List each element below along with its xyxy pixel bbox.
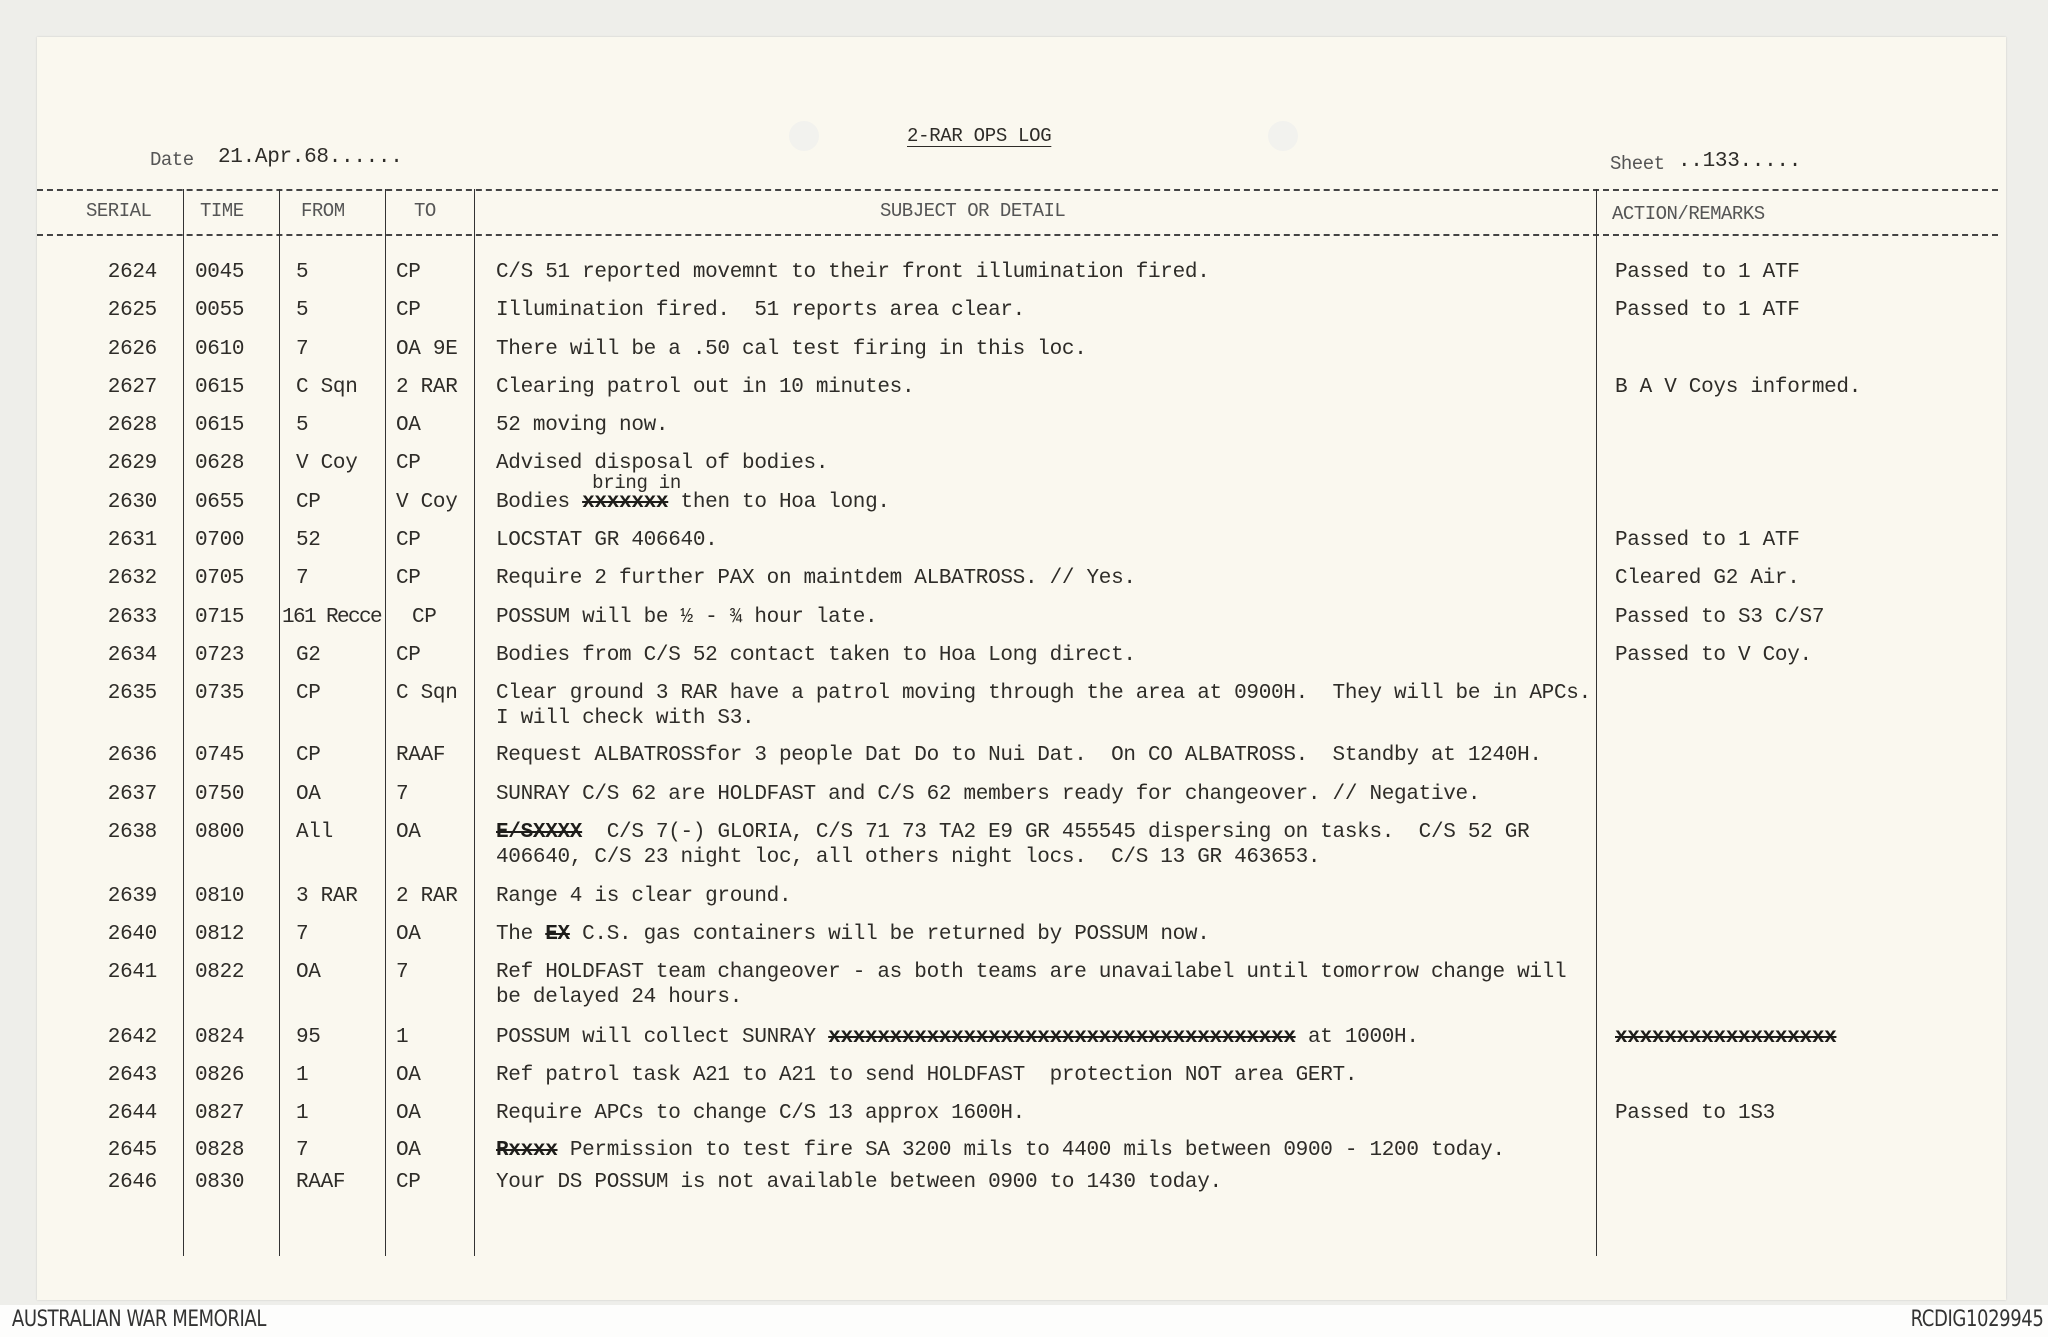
- struck-text: [545, 923, 570, 946]
- serial-cell: 2630: [107, 491, 157, 514]
- subject-cell: [496, 606, 877, 630]
- from-cell: V Coy: [296, 452, 358, 475]
- strikeout: E/SXXXX: [496, 821, 583, 844]
- subject-cell: [496, 299, 1025, 323]
- inserted-text: bring in: [592, 472, 681, 494]
- column-header-to: TO: [414, 200, 436, 222]
- remarks-cell: Passed to 1S3: [1615, 1102, 1775, 1125]
- subject-cell: [496, 1139, 1505, 1163]
- serial-cell: 2626: [107, 338, 157, 361]
- serial-cell: 2624: [107, 261, 157, 284]
- serial-cell: 2629: [107, 452, 157, 475]
- column-header-remarks: ACTION/REMARKS: [1612, 203, 1765, 225]
- punch-hole: [789, 121, 819, 151]
- footer-credit: AUSTRALIAN WAR MEMORIAL: [11, 1307, 267, 1332]
- time-cell: 0828: [195, 1139, 245, 1162]
- subject-text: Ref patrol task A21 to A21 to send HOLDFAST protection NOT area GERT.: [496, 1064, 1358, 1087]
- time-cell: 0610: [195, 338, 245, 361]
- remarks-cell: Passed to 1 ATF: [1615, 529, 1800, 552]
- subject-text: Require APCs to change C/S 13 approx 1600H.: [496, 1102, 1025, 1125]
- serial-cell: 2628: [107, 414, 157, 437]
- to-cell: C Sqn: [396, 682, 458, 705]
- serial-cell: 2643: [107, 1064, 157, 1087]
- remarks-struck: xxxxxxxxxxxxxxxxxx: [1615, 1026, 1837, 1049]
- time-cell: 0750: [195, 783, 245, 806]
- serial-cell: 2641: [107, 961, 157, 984]
- to-cell: CP: [412, 606, 437, 629]
- serial-cell: 2635: [107, 682, 157, 705]
- subject-cell: [496, 376, 914, 400]
- subject-text: C.S. gas containers will be returned by POSSUM now.: [569, 923, 1210, 946]
- column-divider: [474, 189, 475, 1256]
- from-cell: 7: [296, 923, 309, 946]
- subject-text: Bodies from C/S 52 contact taken to Hoa Long direct.: [496, 644, 1136, 667]
- column-divider: [279, 189, 280, 1256]
- column-divider: [183, 189, 184, 1256]
- to-cell: CP: [396, 1171, 421, 1194]
- time-cell: 0700: [195, 529, 245, 552]
- subject-cell: [496, 567, 1136, 591]
- serial-cell: 2631: [107, 529, 157, 552]
- remarks-cell: Passed to 1 ATF: [1615, 261, 1800, 284]
- time-cell: 0822: [195, 961, 245, 984]
- subject-cell: [496, 414, 668, 438]
- subject-continuation: 406640, C/S 23 night loc, all others night locs. C/S 13 GR 463653.: [496, 846, 1321, 869]
- subject-text: Advised disposal of bodies.: [496, 452, 829, 475]
- subject-cell: [496, 644, 1136, 668]
- strikeout: xxxxxxx: [582, 491, 669, 514]
- from-cell: 3 RAR: [296, 885, 358, 908]
- footer-id: RCDIG1029945: [1910, 1307, 2044, 1332]
- time-cell: 0812: [195, 923, 245, 946]
- serial-cell: 2637: [107, 783, 157, 806]
- to-cell: OA: [396, 821, 421, 844]
- subject-text: There will be a .50 cal test firing in this loc.: [496, 338, 1087, 361]
- to-cell: OA: [396, 1064, 421, 1087]
- to-cell: V Coy: [396, 491, 458, 514]
- subject-text: Illumination fired. 51 reports area clear.: [496, 299, 1025, 322]
- to-cell: CP: [396, 529, 421, 552]
- to-cell: CP: [396, 567, 421, 590]
- column-divider: [385, 189, 386, 1256]
- to-cell: CP: [396, 261, 421, 284]
- time-cell: 0705: [195, 567, 245, 590]
- time-cell: 0723: [195, 644, 245, 667]
- from-cell: G2: [296, 644, 321, 667]
- from-cell: 5: [296, 414, 309, 437]
- subject-cell: [496, 1102, 1025, 1126]
- to-cell: CP: [396, 452, 421, 475]
- date-value: 21.Apr.68......: [218, 146, 403, 169]
- to-cell: 2 RAR: [396, 376, 458, 399]
- subject-cell: [496, 1026, 1419, 1050]
- struck-text: [496, 1139, 558, 1162]
- serial-cell: 2633: [107, 606, 157, 629]
- subject-text: Ref HOLDFAST team changeover - as both teams are unavailabel until tomorrow change will: [496, 961, 1567, 984]
- from-cell: 1: [296, 1064, 309, 1087]
- subject-text: Permission to test fire SA 3200 mils to 4400 mils between 0900 - 1200 today.: [557, 1139, 1505, 1162]
- subject-text: then to Hoa long.: [668, 491, 890, 514]
- subject-text: POSSUM will be ½ - ¾ hour late.: [496, 606, 878, 629]
- subject-cell: [496, 961, 1566, 985]
- time-cell: 0826: [195, 1064, 245, 1087]
- from-cell: 7: [296, 567, 309, 590]
- from-cell: 5: [296, 261, 309, 284]
- serial-cell: 2625: [107, 299, 157, 322]
- column-header-time: TIME: [200, 200, 244, 222]
- from-cell: 7: [296, 1139, 309, 1162]
- time-cell: 0735: [195, 682, 245, 705]
- sheet-value: ..133.....: [1678, 150, 1802, 173]
- struck-text: [828, 1026, 1295, 1049]
- time-cell: 0655: [195, 491, 245, 514]
- to-cell: OA: [396, 1139, 421, 1162]
- to-cell: OA: [396, 414, 421, 437]
- to-cell: 1: [396, 1026, 409, 1049]
- to-cell: RAAF: [396, 744, 446, 767]
- subject-cell: [496, 472, 890, 515]
- from-cell: CP: [296, 682, 321, 705]
- remarks-cell: Cleared G2 Air.: [1615, 567, 1800, 590]
- serial-cell: 2636: [107, 744, 157, 767]
- to-cell: OA: [396, 1102, 421, 1125]
- serial-cell: 2632: [107, 567, 157, 590]
- time-cell: 0628: [195, 452, 245, 475]
- strikeout: xxxxxxxxxxxxxxxxxxxxxxxxxxxxxxxxxxxxxx: [828, 1026, 1296, 1049]
- time-cell: 0827: [195, 1102, 245, 1125]
- subject-cell: [496, 338, 1087, 362]
- serial-cell: 2638: [107, 821, 157, 844]
- from-cell: 52: [296, 529, 321, 552]
- subject-text: Bodies: [496, 491, 583, 514]
- serial-cell: 2640: [107, 923, 157, 946]
- subject-cell: [496, 783, 1480, 807]
- remarks-cell: Passed to V Coy.: [1615, 644, 1812, 667]
- sheet-label: Sheet: [1610, 153, 1665, 175]
- struck-text: [582, 472, 681, 514]
- subject-text: Your DS POSSUM is not available between 0900 to 1430 today.: [496, 1171, 1222, 1194]
- from-cell: 1: [296, 1102, 309, 1125]
- subject-cell: [496, 1064, 1357, 1088]
- subject-text: at 1000H.: [1295, 1026, 1419, 1049]
- subject-text: POSSUM will collect SUNRAY: [496, 1026, 829, 1049]
- time-cell: 0055: [195, 299, 245, 322]
- header-top-rule: [37, 189, 1998, 191]
- time-cell: 0615: [195, 414, 245, 437]
- serial-cell: 2646: [107, 1171, 157, 1194]
- subject-text: The: [496, 923, 546, 946]
- from-cell: RAAF: [296, 1171, 346, 1194]
- time-cell: 0745: [195, 744, 245, 767]
- to-cell: 2 RAR: [396, 885, 458, 908]
- subject-text: Range 4 is clear ground.: [496, 885, 792, 908]
- subject-text: C/S 51 reported movemnt to their front illumination fired.: [496, 261, 1210, 284]
- time-cell: 0824: [195, 1026, 245, 1049]
- from-cell: 7: [296, 338, 309, 361]
- subject-cell: [496, 261, 1210, 285]
- punch-hole: [1268, 121, 1298, 151]
- column-header-serial: SERIAL: [86, 200, 152, 222]
- struck-text: [496, 821, 582, 844]
- subject-cell: [496, 885, 791, 909]
- remarks-cell: B A V Coys informed.: [1615, 376, 1862, 399]
- subject-text: Require 2 further PAX on maintdem ALBATROSS. // Yes.: [496, 567, 1136, 590]
- date-label: Date: [150, 149, 194, 171]
- subject-cell: [496, 744, 1542, 768]
- subject-continuation: I will check with S3.: [496, 707, 755, 730]
- remarks-cell: Passed to S3 C/S7: [1615, 606, 1825, 629]
- time-cell: 0830: [195, 1171, 245, 1194]
- subject-text: Request ALBATROSSfor 3 people Dat Do to Nui Dat. On CO ALBATROSS. Standby at 1240H.: [496, 744, 1542, 767]
- subject-cell: [496, 682, 1591, 706]
- from-cell: 95: [296, 1026, 321, 1049]
- from-cell: OA: [296, 783, 321, 806]
- subject-text: Clearing patrol out in 10 minutes.: [496, 376, 915, 399]
- subject-continuation: be delayed 24 hours.: [496, 986, 743, 1009]
- subject-text: Clear ground 3 RAR have a patrol moving through the area at 0900H. They will be in APCs.: [496, 682, 1591, 705]
- strikeout: Rxxxx: [496, 1139, 558, 1162]
- subject-cell: [496, 1171, 1222, 1195]
- time-cell: 0800: [195, 821, 245, 844]
- subject-text: LOCSTAT GR 406640.: [496, 529, 718, 552]
- from-cell: All: [296, 821, 333, 844]
- subject-cell: [496, 923, 1210, 947]
- header-bottom-rule: [37, 234, 1998, 236]
- column-divider: [1596, 189, 1597, 1256]
- from-cell: OA: [296, 961, 321, 984]
- subject-text: SUNRAY C/S 62 are HOLDFAST and C/S 62 members ready for changeover. // Negative.: [496, 783, 1481, 806]
- from-cell: CP: [296, 491, 321, 514]
- to-cell: CP: [396, 644, 421, 667]
- strikeout: EX: [545, 923, 570, 946]
- serial-cell: 2634: [107, 644, 157, 667]
- subject-text: 52 moving now.: [496, 414, 669, 437]
- to-cell: 7: [396, 783, 409, 806]
- time-cell: 0615: [195, 376, 245, 399]
- from-cell: 161 Recce: [282, 606, 382, 629]
- serial-cell: 2645: [107, 1139, 157, 1162]
- to-cell: 7: [396, 961, 409, 984]
- to-cell: CP: [396, 299, 421, 322]
- subject-cell: [496, 529, 717, 553]
- time-cell: 0810: [195, 885, 245, 908]
- subject-cell: [496, 821, 1529, 845]
- time-cell: 0045: [195, 261, 245, 284]
- remarks-cell: Passed to 1 ATF: [1615, 299, 1800, 322]
- subject-text: C/S 7(-) GLORIA, C/S 71 73 TA2 E9 GR 455545 dispersing on tasks. C/S 52 GR: [582, 821, 1530, 844]
- column-header-from: FROM: [301, 200, 345, 222]
- to-cell: OA 9E: [396, 338, 458, 361]
- serial-cell: 2642: [107, 1026, 157, 1049]
- from-cell: C Sqn: [296, 376, 358, 399]
- serial-cell: 2644: [107, 1102, 157, 1125]
- from-cell: CP: [296, 744, 321, 767]
- to-cell: OA: [396, 923, 421, 946]
- serial-cell: 2639: [107, 885, 157, 908]
- page-title: 2-RAR OPS LOG: [907, 125, 1052, 147]
- from-cell: 5: [296, 299, 309, 322]
- column-header-subject: SUBJECT OR DETAIL: [880, 200, 1066, 222]
- time-cell: 0715: [195, 606, 245, 629]
- serial-cell: 2627: [107, 376, 157, 399]
